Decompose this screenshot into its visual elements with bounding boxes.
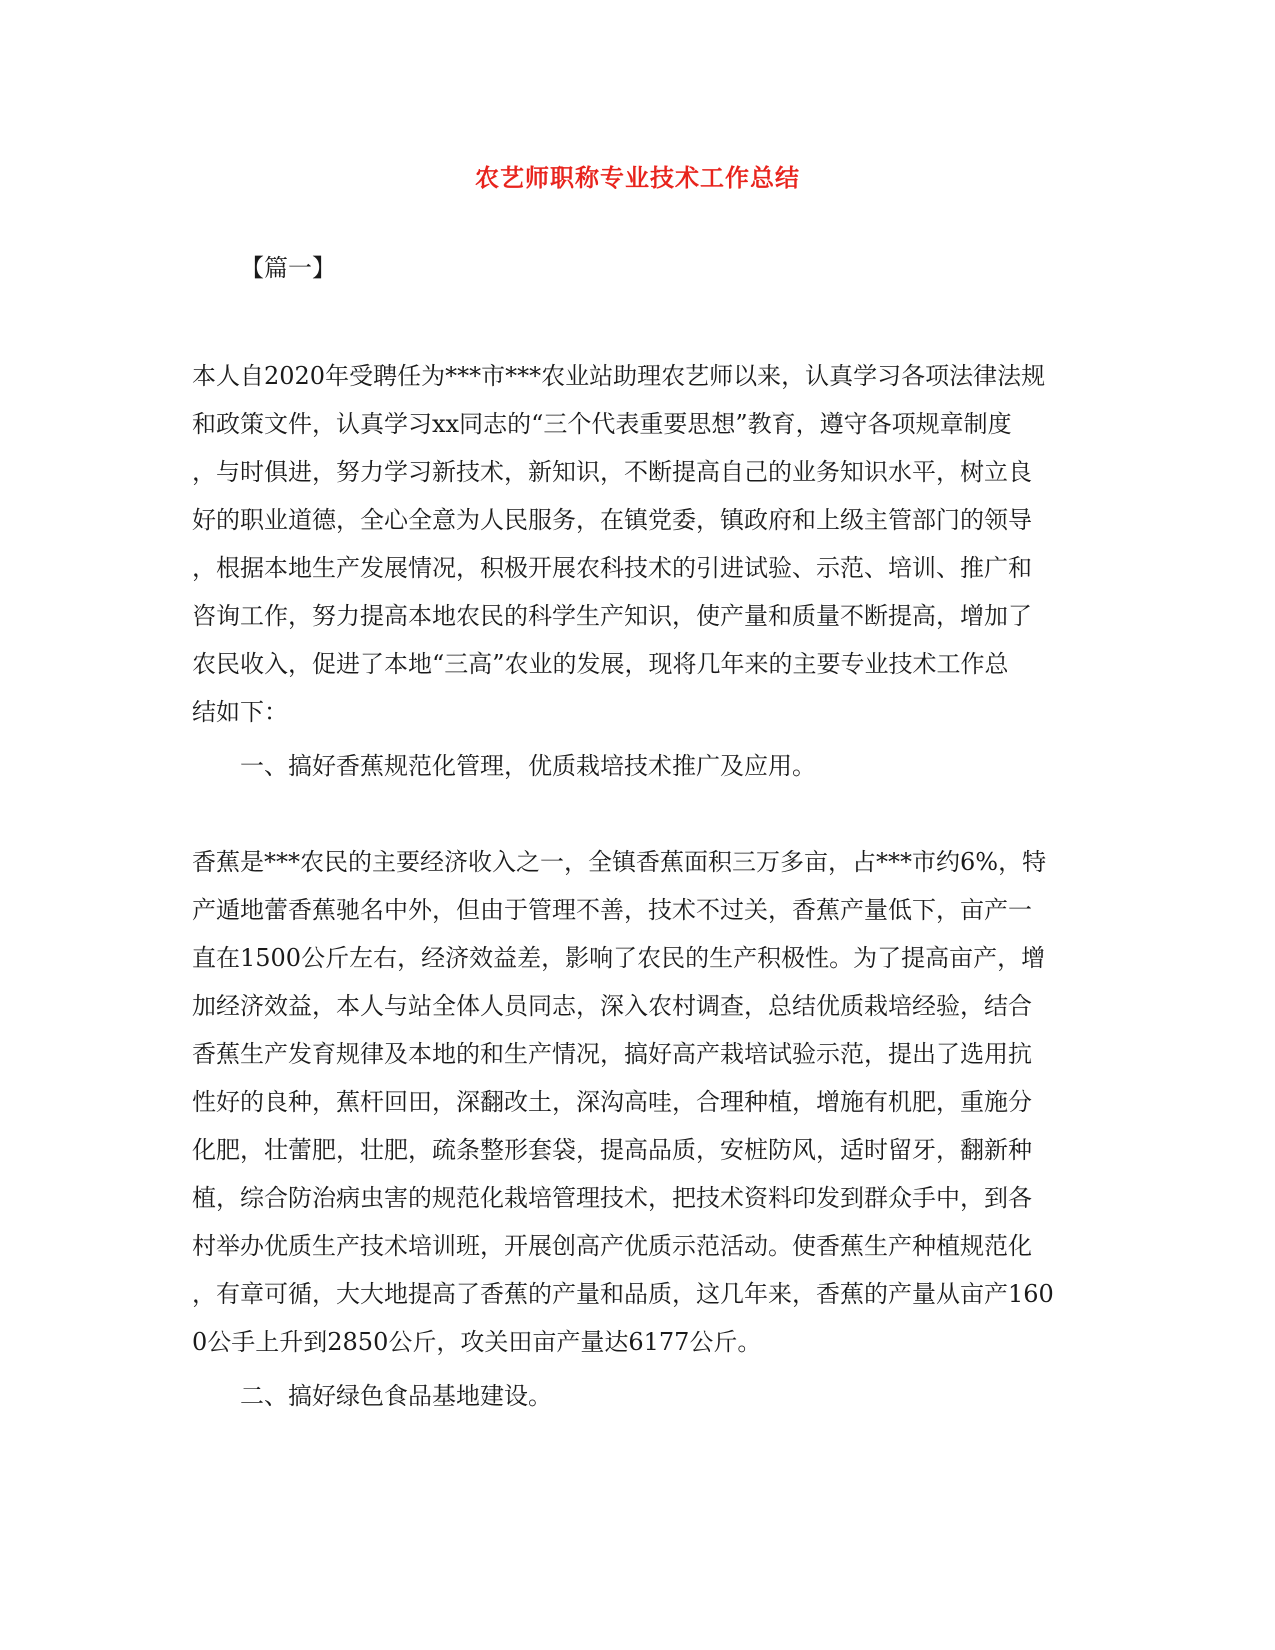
paragraph-line: 化肥，壮蕾肥，壮肥，疏条整形套袋，提高品质，安桩防风，适时留牙，翻新种 [192,1136,1032,1164]
section-heading-2 [192,1372,1072,1420]
paragraph-line: 加经济效益，本人与站全体人员同志，深入农村调查，总结优质栽培经验，结合 [192,992,1032,1020]
paragraph-line: 产遁地蕾香蕉驰名中外，但由于管理不善，技术不过关，香蕉产量低下，亩产一 [192,896,1032,924]
paragraph-line: 和政策文件，认真学习xx同志的“三个代表重要思想”教育，遵守各项规章制度 [192,410,1012,438]
paragraph-line: 农民收入，促进了本地“三高”农业的发展，现将几年来的主要专业技术工作总 [192,650,1009,678]
paragraph-line: ，有章可循，大大地提高了香蕉的产量和品质，这几年来，香蕉的产量从亩产160 [192,1280,1054,1308]
paragraph-line: ，根据本地生产发展情况，积极开展农科技术的引进试验、示范、培训、推广和 [192,554,1032,582]
paragraph-line: 香蕉生产发育规律及本地的和生产情况，搞好高产栽培试验示范，提出了选用抗 [192,1040,1032,1068]
heading-text: 二、搞好绿色食品基地建设。 [240,1382,552,1410]
paragraph-line: 直在1500公斤左右，经济效益差，影响了农民的生产积极性。为了提高亩产，增 [192,944,1046,972]
paragraph-line: 结如下： [192,698,288,726]
section-heading-1 [192,742,1072,790]
paragraph-line: 好的职业道德，全心全意为人民服务，在镇党委，镇政府和上级主管部门的领导 [192,506,1032,534]
paragraph-line: 咨询工作，努力提高本地农民的科学生产知识，使产量和质量不断提高，增加了 [192,602,1032,630]
paragraph-line: 村举办优质生产技术培训班，开展创高产优质示范活动。使香蕉生产种植规范化 [192,1232,1032,1260]
paragraph-line: 本人自2020年受聘任为***市***农业站助理农艺师以来，认真学习各项法律法规 [192,362,1046,390]
paragraph-line: 0公手上升到2850公斤，攻关田亩产量达6177公斤。 [192,1328,762,1356]
heading-text: 一、搞好香蕉规范化管理，优质栽培技术推广及应用。 [240,752,816,780]
paragraph-intro [192,352,1072,736]
section-label: 【篇一】 [240,254,336,282]
paragraph-line: 植，综合防治病虫害的规范化栽培管理技术，把技术资料印发到群众手中，到各 [192,1184,1032,1212]
paragraph-line: ，与时俱进，努力学习新技术，新知识，不断提高自己的业务知识水平，树立良 [192,458,1032,486]
document-title: 农艺师职称专业技术工作总结 [475,163,800,192]
paragraph-banana [192,838,1072,1366]
paragraph-line: 性好的良种，蕉杆回田，深翻改土，深沟高哇，合理种植，增施有机肥，重施分 [192,1088,1032,1116]
paragraph-line: 香蕉是***农民的主要经济收入之一，全镇香蕉面积三万多亩，占***市约6%，特 [192,848,1047,876]
